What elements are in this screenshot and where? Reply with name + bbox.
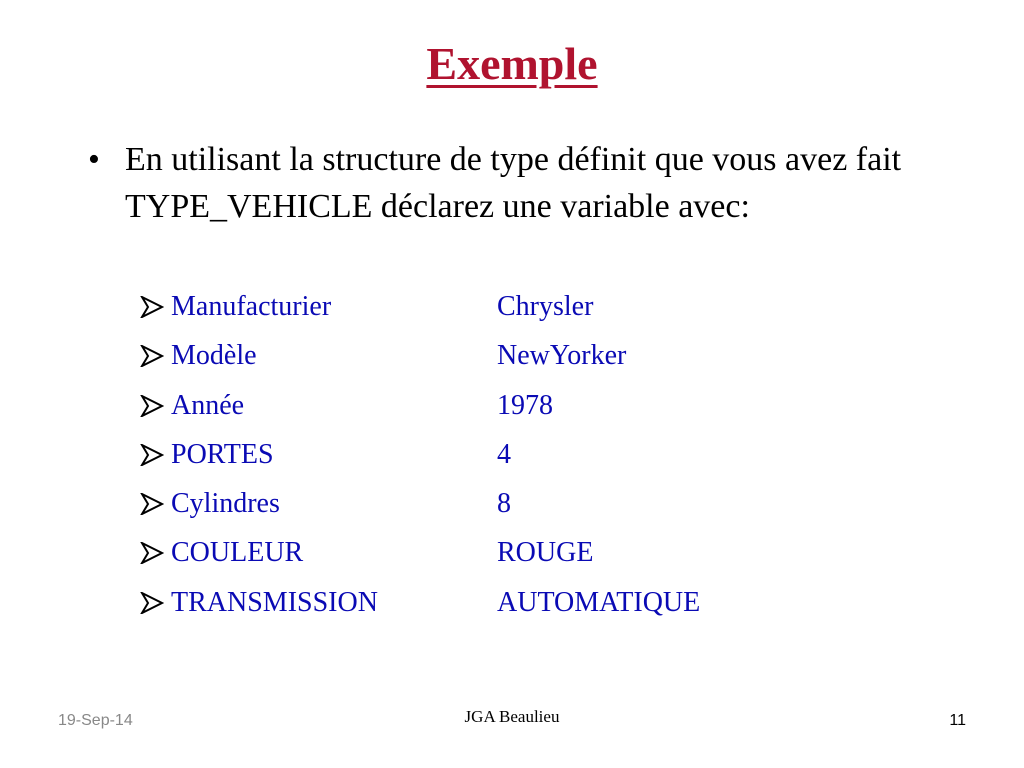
arrowhead-bullet-icon [140, 493, 164, 515]
arrowhead-bullet-icon [140, 395, 164, 417]
arrowhead-bullet-icon [140, 592, 164, 614]
attribute-name: Année [171, 389, 245, 421]
main-bullet [88, 136, 938, 230]
arrowhead-bullet-icon [140, 444, 164, 466]
footer-date: 19-Sep-14 [58, 712, 133, 729]
attribute-value: 8 [497, 488, 511, 520]
slide-title [0, 38, 1024, 91]
main-bullet-text: En utilisant la structure de type définit que vous avez fait TYPE_VEHICLE déclarez une variable avec: [125, 141, 902, 225]
arrowhead-bullet-icon [140, 345, 164, 367]
attribute-value: ROUGE [497, 537, 594, 569]
attribute-name: Modèle [171, 340, 257, 372]
bullet-dot-icon: • [88, 141, 100, 178]
slide-title-text: Exemple [426, 38, 598, 89]
attribute-value: NewYorker [497, 340, 627, 372]
attribute-value: Chrysler [497, 291, 594, 322]
list-item [140, 578, 940, 627]
attribute-name: Cylindres [171, 488, 280, 520]
attribute-name: PORTES [171, 438, 274, 470]
list-item [140, 430, 940, 479]
attribute-name: Manufacturier [171, 291, 332, 322]
attribute-value: AUTOMATIQUE [497, 586, 701, 618]
attribute-value: 1978 [497, 389, 553, 421]
attribute-value: 4 [497, 438, 511, 470]
list-item [140, 479, 940, 528]
attribute-list [140, 282, 940, 627]
footer-author: JGA Beaulieu [464, 707, 560, 726]
arrowhead-bullet-icon [140, 296, 164, 318]
page-number: 11 [949, 712, 966, 729]
list-item [140, 331, 940, 380]
list-item [140, 282, 940, 331]
list-item [140, 528, 940, 577]
list-item [140, 381, 940, 430]
arrowhead-bullet-icon [140, 542, 164, 564]
attribute-name: TRANSMISSION [171, 586, 378, 618]
attribute-name: COULEUR [171, 537, 304, 569]
